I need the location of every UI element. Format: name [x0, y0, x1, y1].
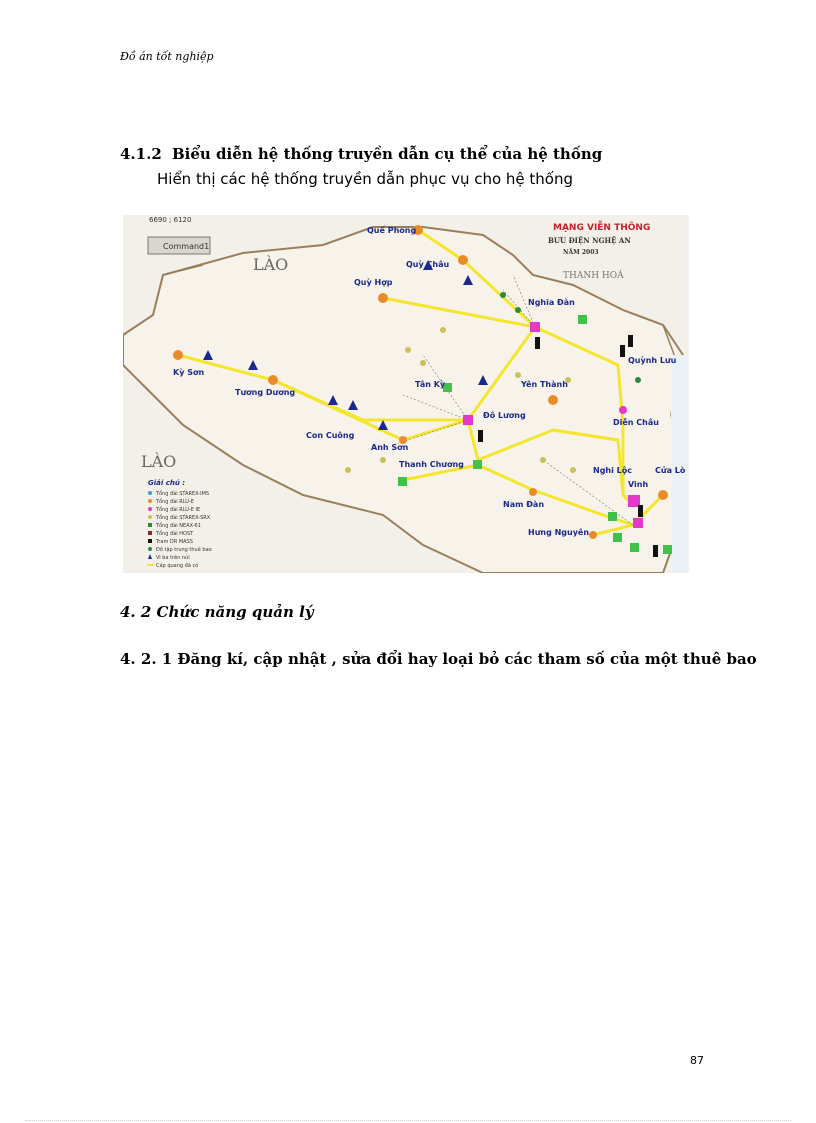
section-title: Biểu diễn hệ thống truyền dẫn cụ thể của hệ thống — [172, 145, 603, 163]
legend-3: Tổng đài RLU-E IE — [156, 507, 201, 513]
place-12: Con Cuông — [306, 431, 355, 440]
node-vinh2 — [633, 518, 643, 528]
legend-10: Cáp quang đã có — [156, 563, 199, 569]
node-nghiadan — [530, 322, 540, 332]
node-doluong — [463, 415, 473, 425]
coords-label: 6690 ; 6120 — [149, 216, 192, 224]
place-7: Tương Dương — [235, 388, 296, 397]
small-dot-1 — [440, 327, 446, 333]
section-number: 4.1.2 — [120, 145, 162, 163]
place-6: Kỳ Sơn — [173, 368, 205, 377]
station-4 — [653, 545, 658, 557]
small-dot-12 — [619, 406, 627, 414]
place-10: Đô Lương — [483, 411, 526, 420]
place-14: Thanh Chương — [399, 460, 464, 469]
map-title-2: BƯU ĐIỆN NGHỆ AN — [548, 236, 631, 245]
place-18: Vinh — [628, 480, 649, 489]
small-dot-5 — [380, 457, 386, 463]
region-thanh-hoa: THANH HOÁ — [563, 271, 624, 281]
node-quyhop — [378, 293, 388, 303]
place-16: Cửa Lò — [655, 466, 686, 475]
station-2 — [620, 345, 625, 357]
node-hungnguyen — [589, 531, 597, 539]
legend-1: Tổng đài STAREX-IMS — [156, 491, 210, 497]
section-4-2-heading: 4. 2 Chức năng quản lý — [120, 603, 314, 621]
legend-9: Vi ba trên núi — [156, 555, 190, 561]
place-13: Anh Sơn — [371, 443, 409, 452]
small-dot-2 — [405, 347, 411, 353]
page-header: Đồ án tốt nghiệp — [120, 50, 214, 63]
legend-title: Giải chú : — [148, 479, 186, 487]
node-green3 — [398, 477, 407, 486]
place-11: Diễn Châu — [613, 418, 659, 427]
small-dot-11 — [515, 307, 521, 313]
small-dot-8 — [540, 457, 546, 463]
place-9: Yên Thành — [521, 380, 568, 389]
node-green6 — [630, 543, 639, 552]
network-map-figure — [123, 215, 689, 573]
map-svg — [123, 215, 689, 573]
section-4-2-1-heading: 4. 2. 1 Đăng kí, cập nhật , sửa đổi hay loại bỏ các tham số của một thuê bao — [120, 650, 757, 668]
small-dot-9 — [570, 467, 576, 473]
station-1 — [535, 337, 540, 349]
place-19: Hưng Nguyên — [528, 528, 590, 537]
region-lao-top: LÀO — [253, 255, 289, 274]
legend-4: Tổng đài STAREX-SRX — [156, 515, 211, 521]
place-4: Nghĩa Đàn — [528, 298, 575, 307]
section-description: Hiển thị các hệ thống truyền dẫn phục vụ cho hệ thống — [157, 170, 574, 188]
sea-area — [671, 355, 689, 573]
node-kyson — [173, 350, 183, 360]
small-dot-13 — [635, 377, 641, 383]
node-green2 — [473, 460, 482, 469]
command-button-label[interactable]: Command1 — [163, 242, 210, 251]
place-5: Quỳnh Lưu — [628, 356, 677, 365]
map-legend — [147, 479, 212, 569]
node-yenthanh — [548, 395, 558, 405]
node-cualo — [658, 490, 668, 500]
place-3: Quỳ Hợp — [354, 278, 393, 287]
place-15: Nghi Lộc — [593, 466, 632, 475]
small-dot-4 — [345, 467, 351, 473]
place-1: Quế Phong — [367, 226, 417, 235]
place-8: Tân Kỳ — [415, 380, 446, 389]
legend-8: Đồ tập trung thuê bao — [156, 547, 212, 553]
small-dot-3 — [420, 360, 426, 366]
map-title-3: NĂM 2003 — [563, 249, 599, 256]
map-title-1: MẠNG VIỄN THÔNG — [553, 223, 651, 233]
legend-7: Tram DR MASS — [156, 539, 193, 545]
footer-divider — [25, 1120, 791, 1121]
node-green4 — [608, 512, 617, 521]
small-dot-10 — [500, 292, 506, 298]
region-lao-bottom: LÀO — [141, 452, 177, 471]
node-quychau — [458, 255, 468, 265]
legend-2: Tổng đài RLU-E — [156, 499, 194, 505]
node-tuongduong — [268, 375, 278, 385]
station-6 — [628, 335, 633, 347]
station-5 — [478, 430, 483, 442]
station-3 — [638, 505, 643, 517]
node-namdan — [529, 488, 537, 496]
place-17: Nam Đàn — [503, 500, 545, 509]
page-number: 87 — [690, 1054, 704, 1067]
place-2: Quỳ Châu — [406, 260, 450, 269]
small-dot-6 — [515, 372, 521, 378]
node-green7 — [663, 545, 672, 554]
section-4-1-2-heading — [120, 145, 602, 163]
legend-6: Tổng đài HOST — [156, 531, 194, 537]
legend-5: Tổng đài NEAX-61 — [156, 523, 201, 529]
node-green1 — [578, 315, 587, 324]
node-green5 — [613, 533, 622, 542]
